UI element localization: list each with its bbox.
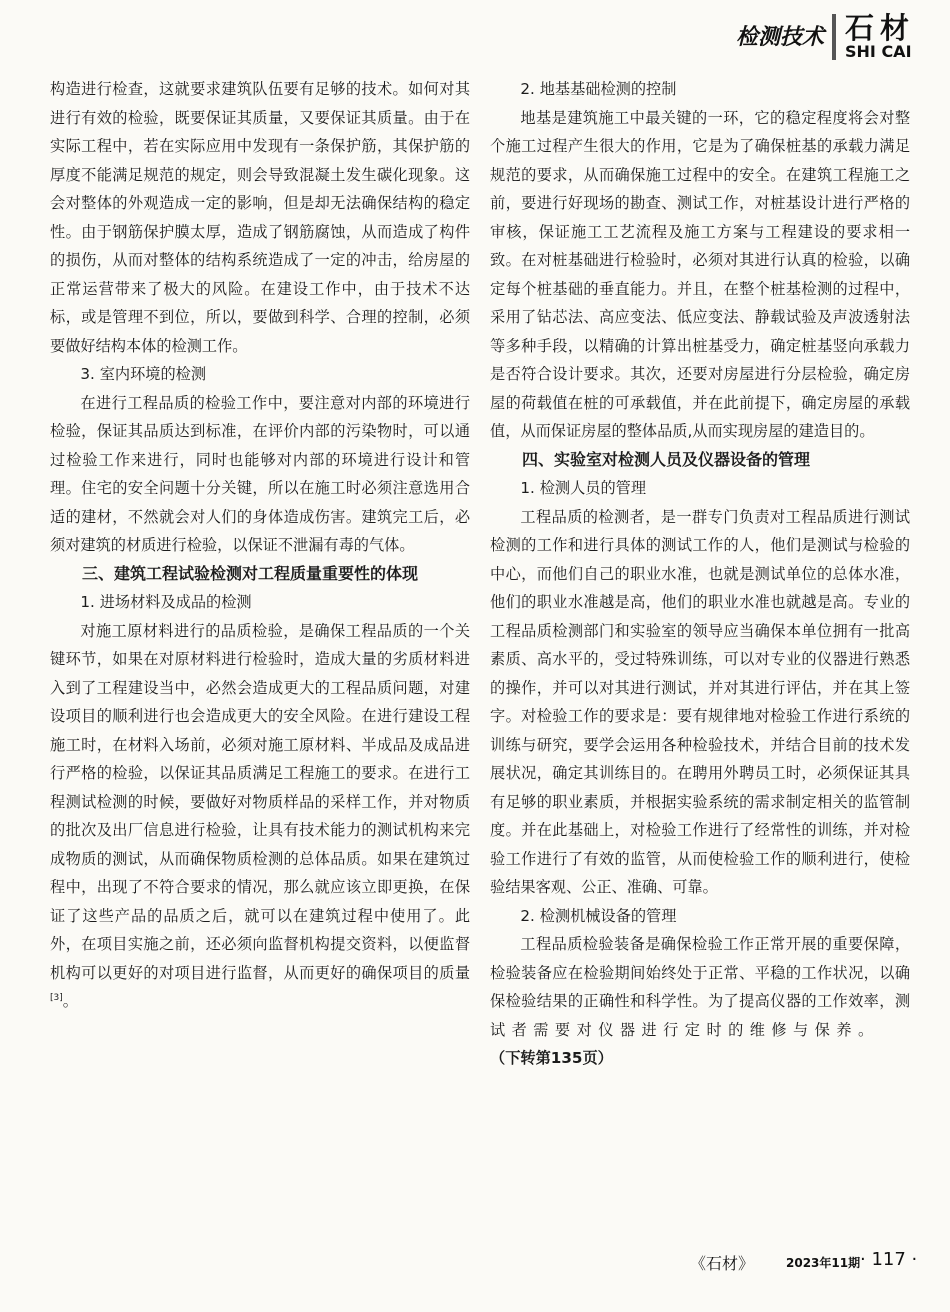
paragraph: 构造进行检查，这就要求建筑队伍要有足够的技术。如何对其进行有效的检验，既要保证其质量，又要保证其质量。由于在实际工程中，若在实际应用中发现有一条保护筋，其保护筋的厚度不能满足规范的规定，则会导致混凝土发生碳化现象。这会对整体的外观造成一定的影响，但是却无法确保结构的稳定性。由于钢筋保护膜太厚，造成了钢筋腐蚀，从而造成了构件的损伤，从而对整体的结构系统造成了一定的冲击，给房屋的正常运营带来了极大的风险。在建设工作中，由于技术不达标，或是管理不到位，所以，要做到科学、合理的控制，必须要做好结构本体的检测工作。 xyxy=(50,80,470,355)
page-number: · 117 · xyxy=(860,1249,918,1270)
right-column xyxy=(490,75,910,1073)
paragraph-end: 。 xyxy=(62,992,78,1010)
header-divider xyxy=(832,14,836,60)
journal-logo-pinyin: SHI CAI xyxy=(845,42,912,61)
page-footer xyxy=(0,1248,950,1288)
subsection-heading: 1. 检测人员的管理 xyxy=(520,479,647,497)
paragraph-text: 工程品质检验装备是确保检验工作正常开展的重要保障，检验装备应在检验期间始终处于正常、平稳的工作状况，以确保检验结果的正确性和科学性。为了提高仪器的工作效率，测试者需要对仪器进行定时的维修与保养。 xyxy=(490,935,910,1039)
left-column xyxy=(50,75,470,1016)
paragraph xyxy=(490,930,910,1073)
subsection-heading: 3. 室内环境的检测 xyxy=(80,365,207,383)
section-heading: 三、建筑工程试验检测对工程质量重要性的体现 xyxy=(82,563,419,583)
page-header xyxy=(0,0,950,80)
subsection-heading: 1. 进场材料及成品的检测 xyxy=(80,593,252,611)
section-title: 检测技术 xyxy=(735,25,824,50)
footer-journal-name: 《石材》 xyxy=(690,1254,755,1273)
subsection-heading: 2. 地基基础检测的控制 xyxy=(520,80,677,98)
section-heading: 四、实验室对检测人员及仪器设备的管理 xyxy=(522,449,811,469)
footer-issue: 2023年11期 xyxy=(786,1256,861,1270)
subsection-heading: 2. 检测机械设备的管理 xyxy=(520,906,677,925)
journal-logo-chinese: 石材 xyxy=(845,11,916,45)
continued-note: （下转第135页） xyxy=(490,1049,613,1067)
paragraph: 工程品质的检测者，是一群专门负责对工程品质进行测试检测的工作和进行具体的测试工作的人，他们是测试与检验的中心，而他们自己的职业水准，也就是测试单位的总体水准，他们的职业水准越是高，他们的职业水准也就越是高。专业的工程品质检测部门和实验室的领导应当确保本单位拥有一批高素质、高水平的，受过特殊训练，可以对专业的仪器进行熟悉的操作，并可以对其进行测试，并对其进行评估，并在其上签字。对检验工作的要求是：要有规律地对检验工作进行系统的训练与研究，要学会运用各种检验技术，并结合目前的技术发展状况，确定其训练目的。在聘用外聘员工时，必须保证其具有足够的职业素质，并根据实验系统的需求制定相关的监管制度。并在此基础上，对检验工作进行了经常性的训练，并对检验工作进行了有效的监管，从而使检验工作的顺利进行，使检验结果客观、公正、准确、可靠。 xyxy=(490,507,910,896)
paragraph: 地基是建筑施工中最关键的一环，它的稳定程度将会对整个施工过程产生很大的作用，它是为了确保桩基的承载力满足规范的要求，从而确保施工过程中的安全。在建筑工程施工之前，要进行好现场的勘查、测试工作，对桩基设计进行严格的审核，保证施工工艺流程及施工方案与工程建设的要求相一致。在对桩基础进行检验时，必须对其进行认真的检验，以确定每个桩基础的垂直能力。并且，在整个桩基检测的过程中，采用了钻芯法、高应变法、低应变法、静载试验及声波透射法等多种手段，以精确的计算出桩基受力，确定桩基竖向承载力是否符合设计要求。其次，还要对房屋进行分层检验，确定房屋的荷载值在桩的可承载值，并在此前提下，确定房屋的承载值，从而保证房屋的整体品质,从而实现房屋的建造目的。 xyxy=(490,108,910,440)
citation-ref: [3] xyxy=(50,992,63,1003)
paragraph-text: 对施工原材料进行的品质检验，是确保工程品质的一个关键环节，如果在对原材料进行检验时，造成大量的劣质材料进入到了工程建设当中，必然会造成更大的工程品质问题，对建设项目的顺利进行也会造成更大的安全风险。在进行建设工程施工时，在材料入场前，必须对施工原材料、半成品及成品进行严格的检验，以保证其品质满足工程施工的要求。在进行工程测试检测的时候，要做好对物质样品的采样工作，并对物质的批次及出厂信息进行检验，让具有技术能力的测试机构来完成物质的测试，从而确保物质检测的总体品质。如果在建筑过程中，出现了不符合要求的情况，那么就应该立即更换，在保证了这些产品的品质之后，就可以在建筑过程中使用了。此外，在项目实施之前，还必须向监督机构提交资料，以便监督机构可以更好的对项目进行监督，从而更好的确保项目的质量 xyxy=(50,621,470,982)
paragraph xyxy=(50,617,470,1016)
paragraph: 在进行工程品质的检验工作中，要注意对内部的环境进行检验，保证其品质达到标准，在评价内部的污染物时，可以通过检验工作来进行，同时也能够对内部的环境进行设计和管理。住宅的安全问题十分关键，所以在施工时必须注意选用合适的建材，不然就会对人们的身体造成伤害。建筑完工后，必须对建筑的材质进行检验，以保证不泄漏有毒的气体。 xyxy=(50,393,470,554)
